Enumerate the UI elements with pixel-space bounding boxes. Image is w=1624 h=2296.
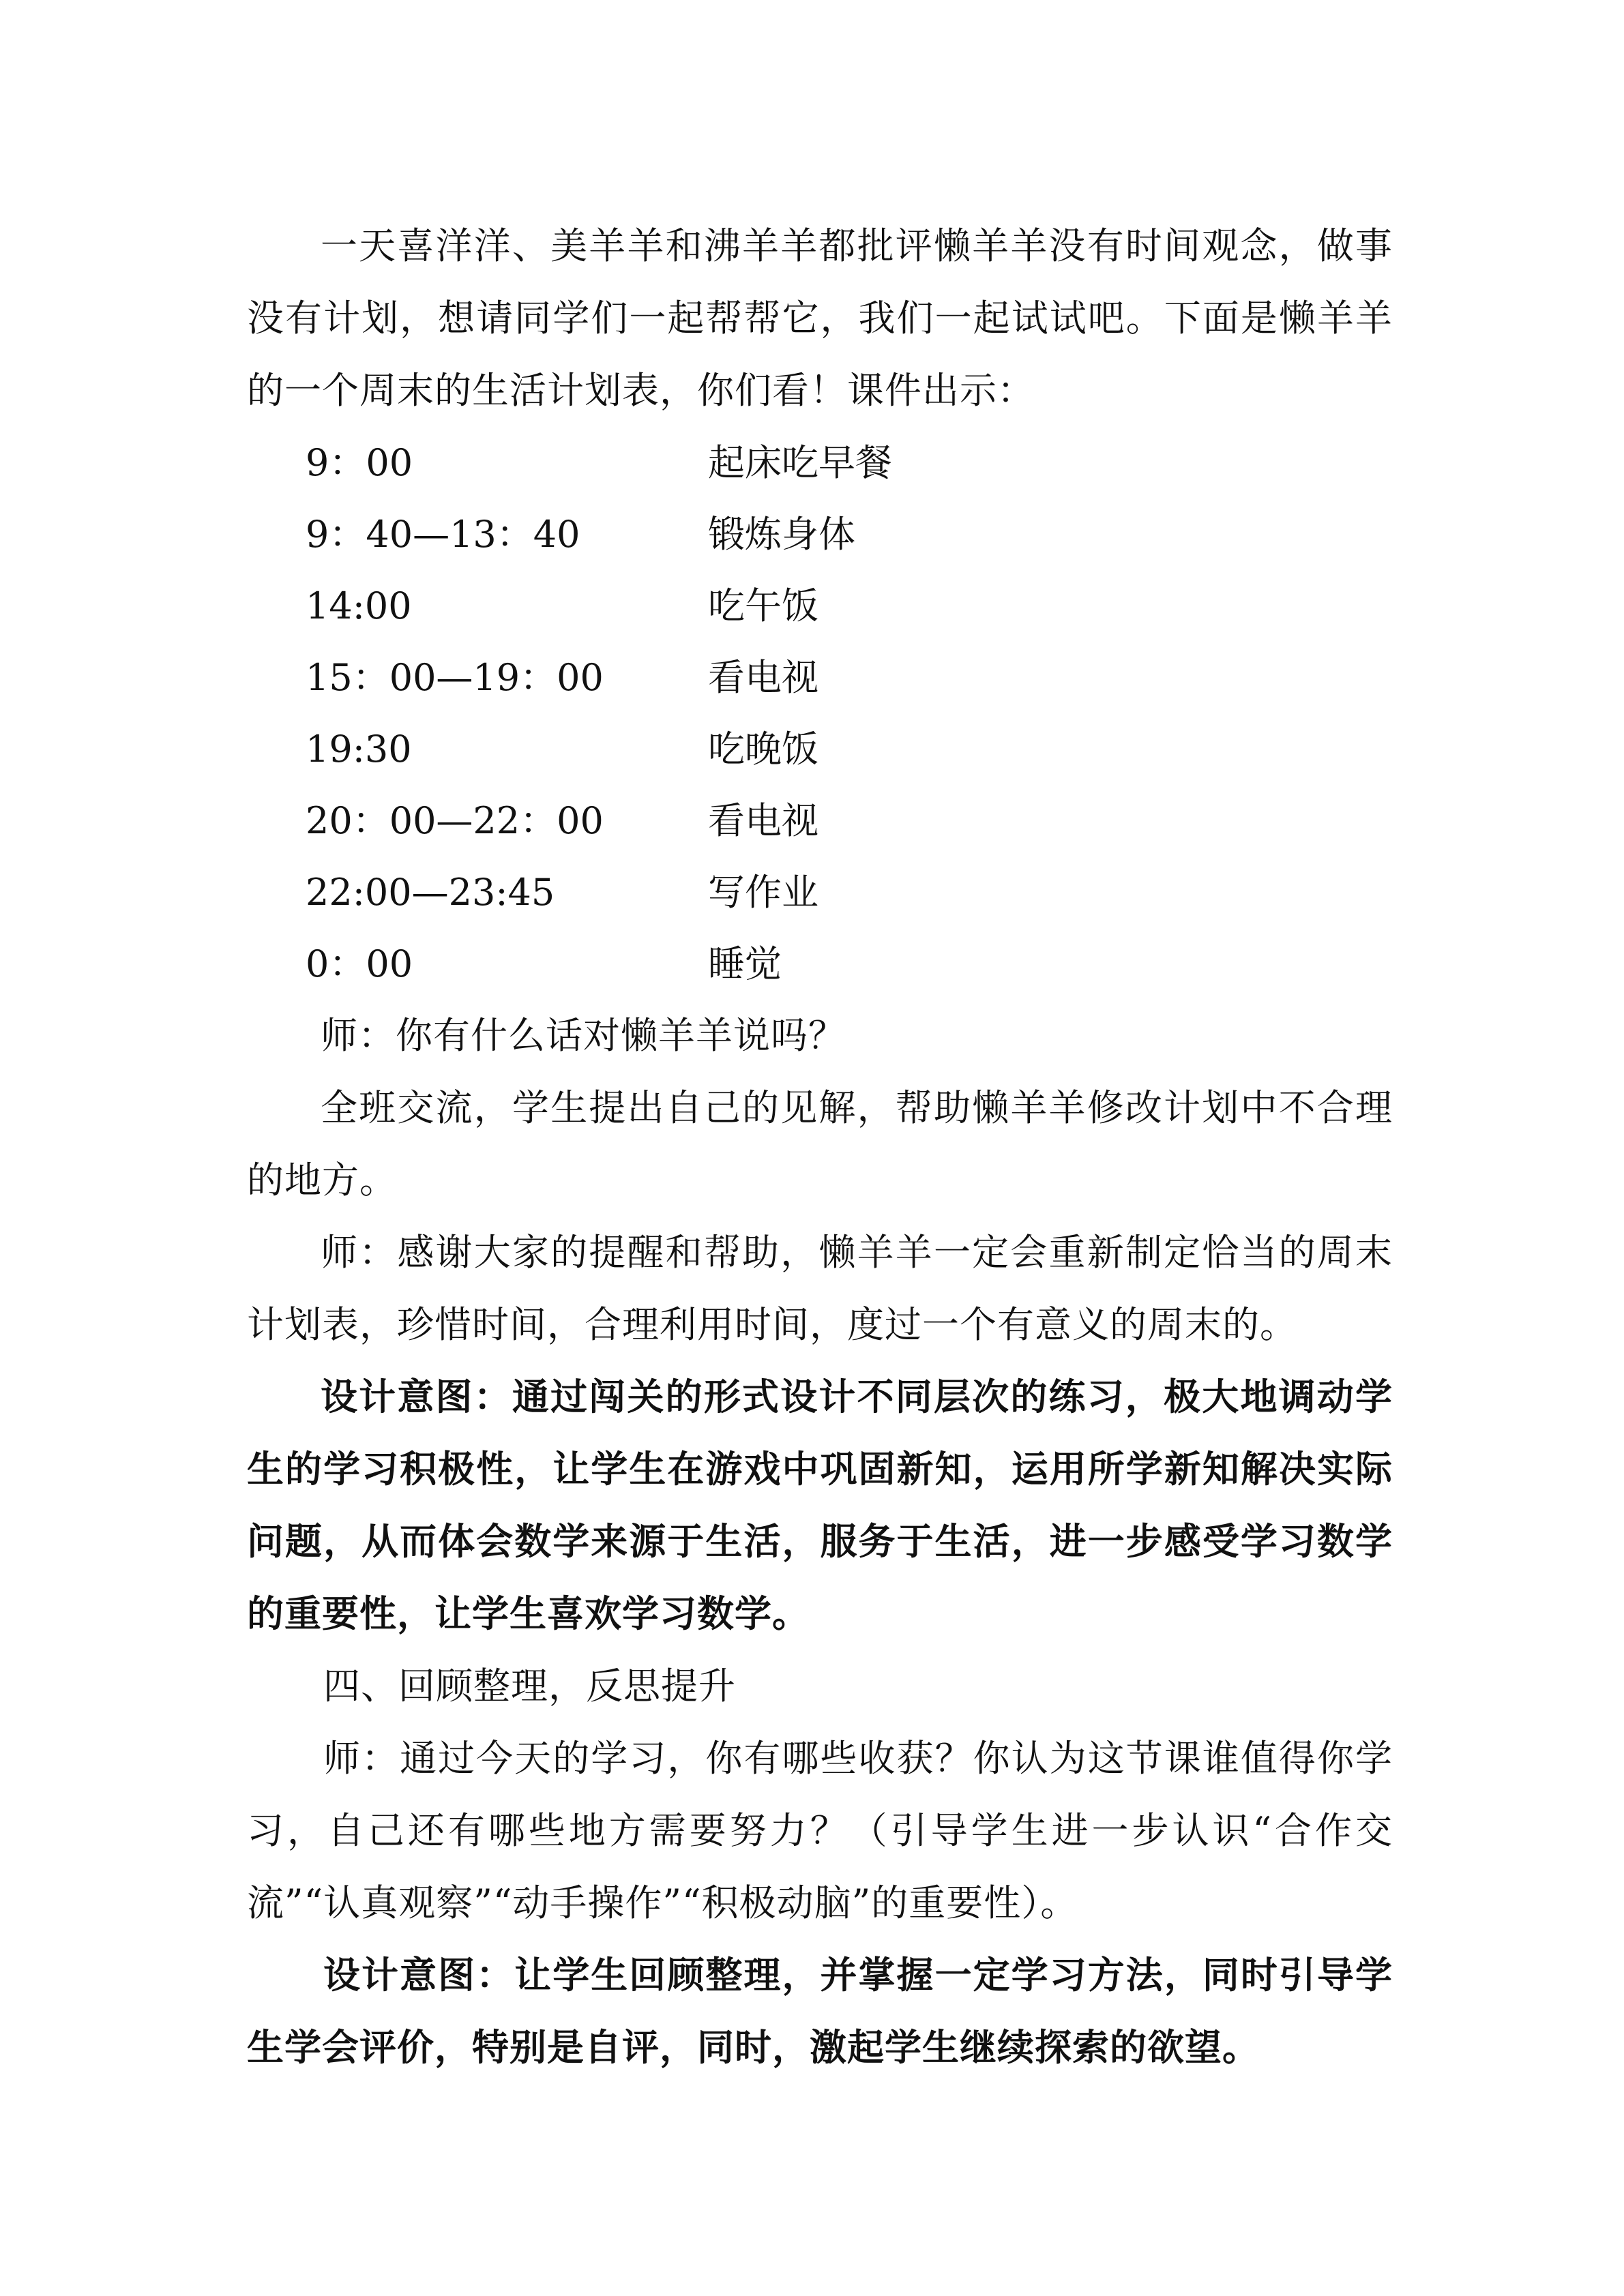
section-heading: 四、回顾整理，反思提升	[323, 1665, 736, 1708]
document-body	[247, 210, 1393, 2084]
schedule-time: 22:00—23:45	[306, 871, 555, 914]
schedule-time: 15：00—19：00	[306, 656, 604, 699]
schedule-row	[247, 713, 1393, 785]
schedule-activity: 睡觉	[708, 942, 782, 985]
design-intent-paragraph: 设计意图：通过闯关的形式设计不同层次的练习，极大地调动学生的学习积极性，让学生在游戏中巩固新知，运用所学新知解决实际问题，从而体会数学来源于生活，服务于生活，进一步感受学习数学的重要性，让学生喜欢学习数学。	[247, 1375, 1393, 1635]
schedule-time: 14:00	[306, 584, 412, 627]
schedule-row	[247, 928, 1393, 1000]
schedule-row	[247, 427, 1393, 498]
schedule-time: 9：40—13：40	[306, 513, 580, 556]
schedule-time: 9：00	[306, 441, 413, 484]
schedule-row	[247, 498, 1393, 570]
schedule-activity: 看电视	[708, 656, 818, 699]
schedule-time: 0：00	[306, 942, 413, 985]
design-intent-paragraph: 设计意图：让学生回顾整理，并掌握一定学习方法，同时引导学生学会评价，特别是自评，同时，激起学生继续探索的欲望。	[247, 1954, 1393, 2069]
class-exchange-paragraph: 全班交流，学生提出自己的见解，帮助懒羊羊修改计划中不合理的地方。	[247, 1086, 1393, 1202]
schedule-activity: 看电视	[708, 799, 818, 842]
teacher-thanks-paragraph: 师：感谢大家的提醒和帮助，懒羊羊一定会重新制定恰当的周末计划表，珍惜时间，合理利用时间，度过一个有意义的周末的。	[247, 1231, 1393, 1346]
schedule-row	[247, 642, 1393, 713]
schedule-row	[247, 856, 1393, 928]
schedule-activity: 起床吃早餐	[708, 441, 892, 484]
teacher-question: 师：你有什么话对懒羊羊说吗？	[321, 1014, 846, 1057]
schedule-row	[247, 785, 1393, 856]
teacher-reflection-paragraph: 师：通过今天的学习，你有哪些收获？你认为这节课谁值得你学习，自己还有哪些地方需要努力？（引导学生进一步认识“合作交流”“认真观察”“动手操作”“积极动脑”的重要性）。	[247, 1737, 1393, 1924]
schedule-list	[247, 427, 1393, 1000]
schedule-row	[247, 570, 1393, 642]
schedule-time: 19:30	[306, 728, 412, 771]
schedule-time: 20：00—22：00	[306, 799, 604, 842]
schedule-activity: 吃午饭	[708, 584, 818, 627]
schedule-activity: 吃晚饭	[708, 728, 818, 771]
intro-paragraph: 一天喜洋洋、美羊羊和沸羊羊都批评懒羊羊没有时间观念，做事没有计划，想请同学们一起帮帮它，我们一起试试吧。下面是懒羊羊的一个周末的生活计划表，你们看！课件出示：	[247, 224, 1393, 412]
schedule-activity: 锻炼身体	[708, 513, 855, 556]
schedule-activity: 写作业	[708, 871, 818, 914]
